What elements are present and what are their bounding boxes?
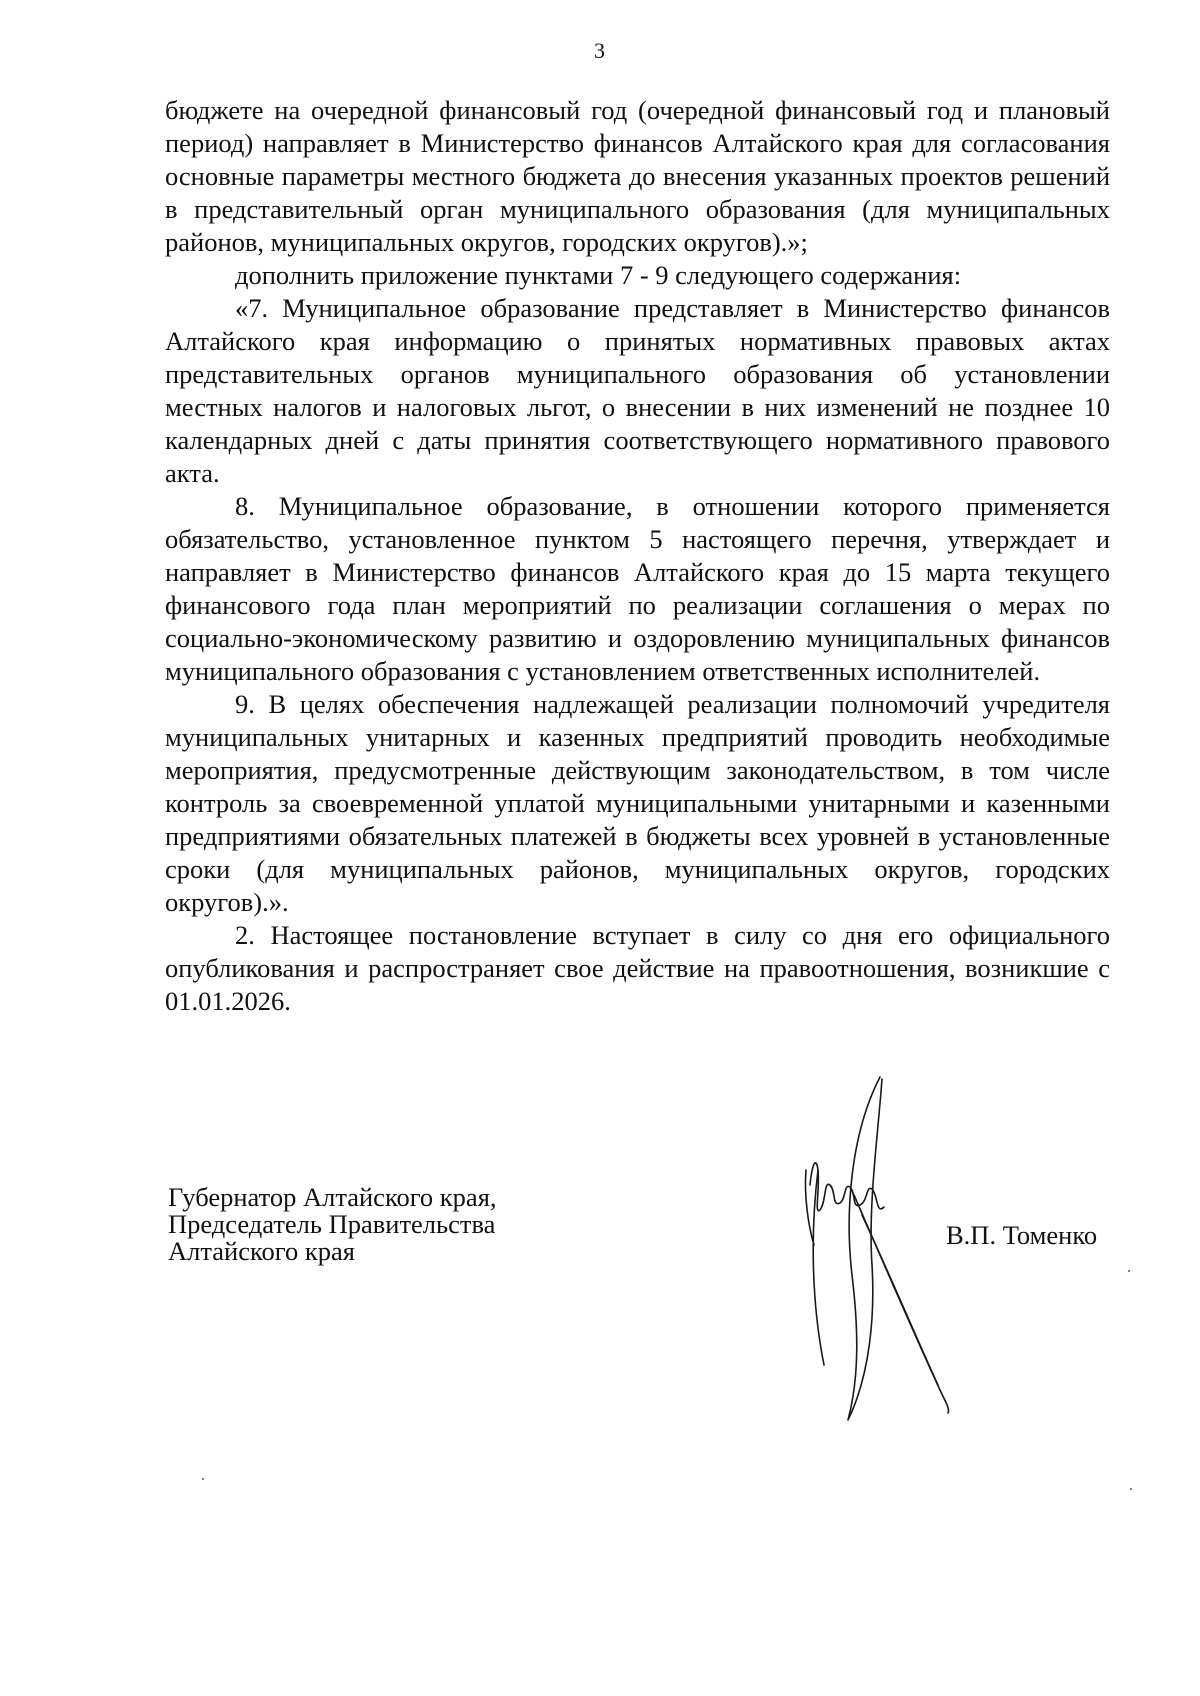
paragraph-continuation: бюджете на очередной финансовый год (очередной финансовый год и плановый период) направляет в Министерство финансов Алтайского края для согласования основные параметры местного бюджета до внесения указанных проектов решений в представительный орган муниципального образования (для муниципальных районов, муниципальных округов, городских округов).»; xyxy=(165,95,1110,257)
signatory-title-line: Председатель Правительства xyxy=(168,1209,496,1239)
scan-speck xyxy=(202,1478,204,1480)
signatory-title-line: Алтайского края xyxy=(168,1236,355,1266)
scan-speck xyxy=(1130,1488,1132,1490)
handwritten-signature xyxy=(790,1075,970,1435)
paragraph-item-7: «7. Муниципальное образование представляет в Министерство финансов Алтайского края информацию о принятых нормативных правовых актах представительных органов муниципального образования об установлении местных налогов и налоговых льгот, о внесении в них изменений не позднее 10 календарных дней с даты принятия соответствующего нормативного правового акта. xyxy=(165,293,1110,488)
signatory-title-line: Губернатор Алтайского края, xyxy=(168,1182,497,1212)
signatory-name: В.П. Томенко xyxy=(946,1220,1098,1250)
page-number: 3 xyxy=(594,38,606,63)
paragraph-clause-2: 2. Настоящее постановление вступает в силу со дня его официального опубликования и распространяет свое действие на правоотношения, возникшие с 01.01.2026. xyxy=(165,920,1110,1016)
paragraph-item-9: 9. В целях обеспечения надлежащей реализации полномочий учредителя муниципальных унитарных и казенных предприятий проводить необходимые мероприятия, предусмотренные действующим законодательством, в том числе контроль за своевременной уплатой муниципальными унитарными и казенными предприятиями обязательных платежей в бюджеты всех уровней в установленные сроки (для муниципальных районов, муниципальных округов, городских округов).». xyxy=(165,689,1110,917)
paragraph-item-8: 8. Муниципальное образование, в отношении которого применяется обязательство, установленное пунктом 5 настоящего перечня, утверждает и направляет в Министерство финансов Алтайского края до 15 марта текущего финансового года план мероприятий по реализации соглашения о мерах по социально-экономическому развитию и оздоровлению муниципальных финансов муниципального образования с установлением ответственных исполнителей. xyxy=(165,491,1110,686)
paragraph-amendment-intro: дополнить приложение пунктами 7 - 9 следующего содержания: xyxy=(235,260,962,290)
document-body xyxy=(165,94,1110,1018)
signatory-title xyxy=(168,1184,497,1265)
scan-speck xyxy=(1128,1270,1130,1272)
